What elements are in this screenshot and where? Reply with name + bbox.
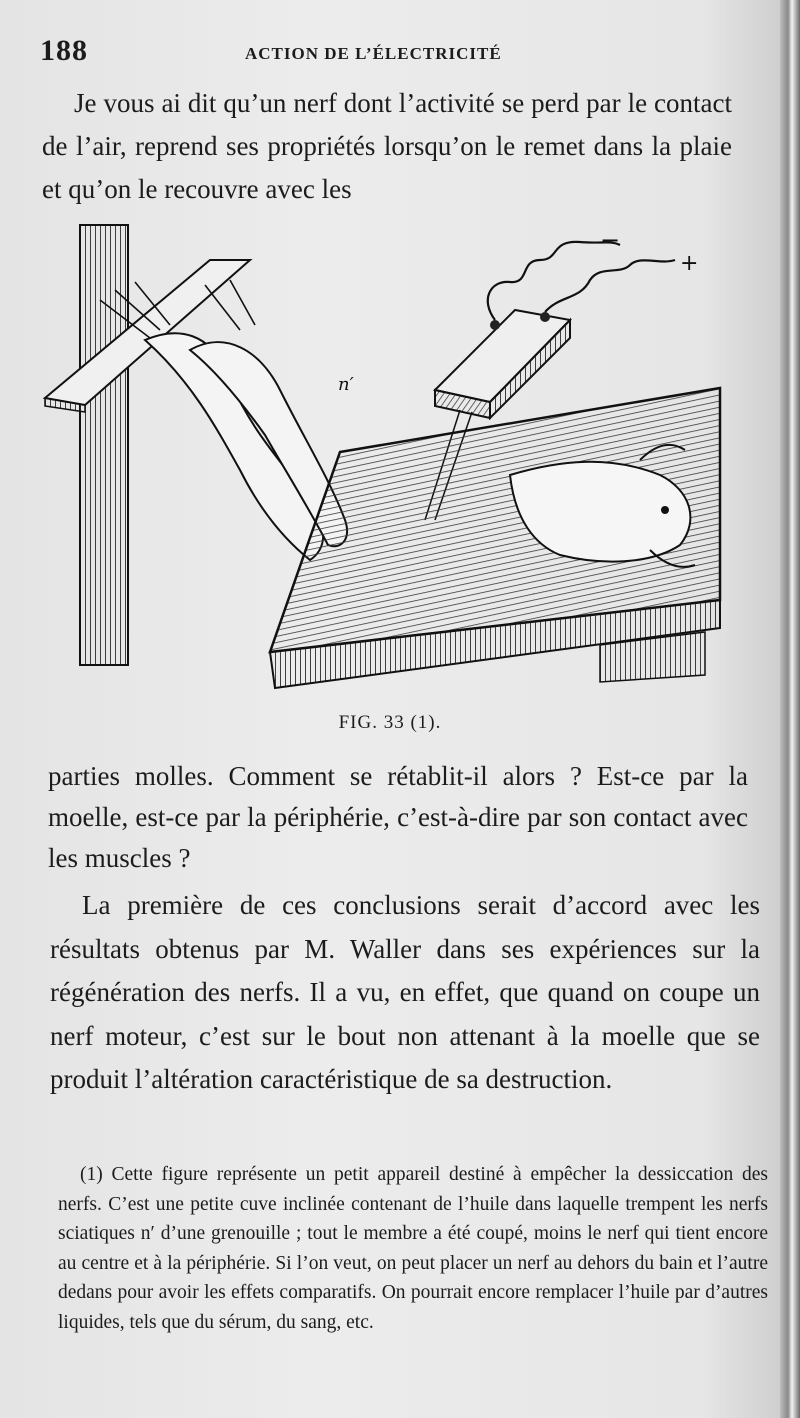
figure-33 bbox=[40, 220, 740, 705]
figure-caption: FIG. 33 (1). bbox=[338, 712, 442, 733]
page-number: 188 bbox=[40, 34, 88, 67]
wooden-stand bbox=[45, 225, 250, 665]
running-head: ACTION DE L’ÉLECTRICITÉ bbox=[245, 44, 502, 63]
page-edge bbox=[780, 0, 800, 1418]
positive-terminal-label: + bbox=[680, 251, 699, 276]
paragraph-1: Je vous ai dit qu’un nerf dont l’activité se perd par le contact de l’air, reprend ses propriétés lorsqu’on le remet dans la plaie et qu’on le recouvre avec les bbox=[42, 88, 732, 204]
frog-nerve-apparatus-illustration bbox=[40, 220, 740, 705]
paragraph-2: parties molles. Comment se rétablit-il alors ? Est-ce par la moelle, est-ce par la périphérie, c’est-à-dire par son contact avec les muscles ? bbox=[48, 761, 748, 873]
page-header bbox=[40, 34, 760, 74]
footnote: (1) Cette figure représente un petit appareil destiné à empêcher la dessiccation des nerfs. C’est une petite cuve inclinée contenant de l’huile dans laquelle trempent les nerfs sciatiques n′ d’une grenouille ; tout le membre a été coupé, moins le nerf qui tient encore au centre et à la périphérie. Si l’on veut, on peut placer un nerf au dehors du bain et l’autre dedans pour avoir les effets comparatifs. On pourrait encore remplacer l’huile par d’autres liquides, tels que du sérum, du sang, etc. bbox=[58, 1164, 768, 1333]
negative-terminal-label: − bbox=[600, 226, 621, 254]
paragraph-3: La première de ces conclusions serait d’accord avec les résultats obtenus par M. Waller dans ses expériences sur la régénération des nerfs. Il a vu, en effet, que quand on coupe un nerf moteur, c’est sur le bout non attenant à la moelle que se produit l’altération caractéristique de sa destruction. bbox=[50, 890, 760, 1094]
nerve-label: n′ bbox=[338, 374, 354, 395]
